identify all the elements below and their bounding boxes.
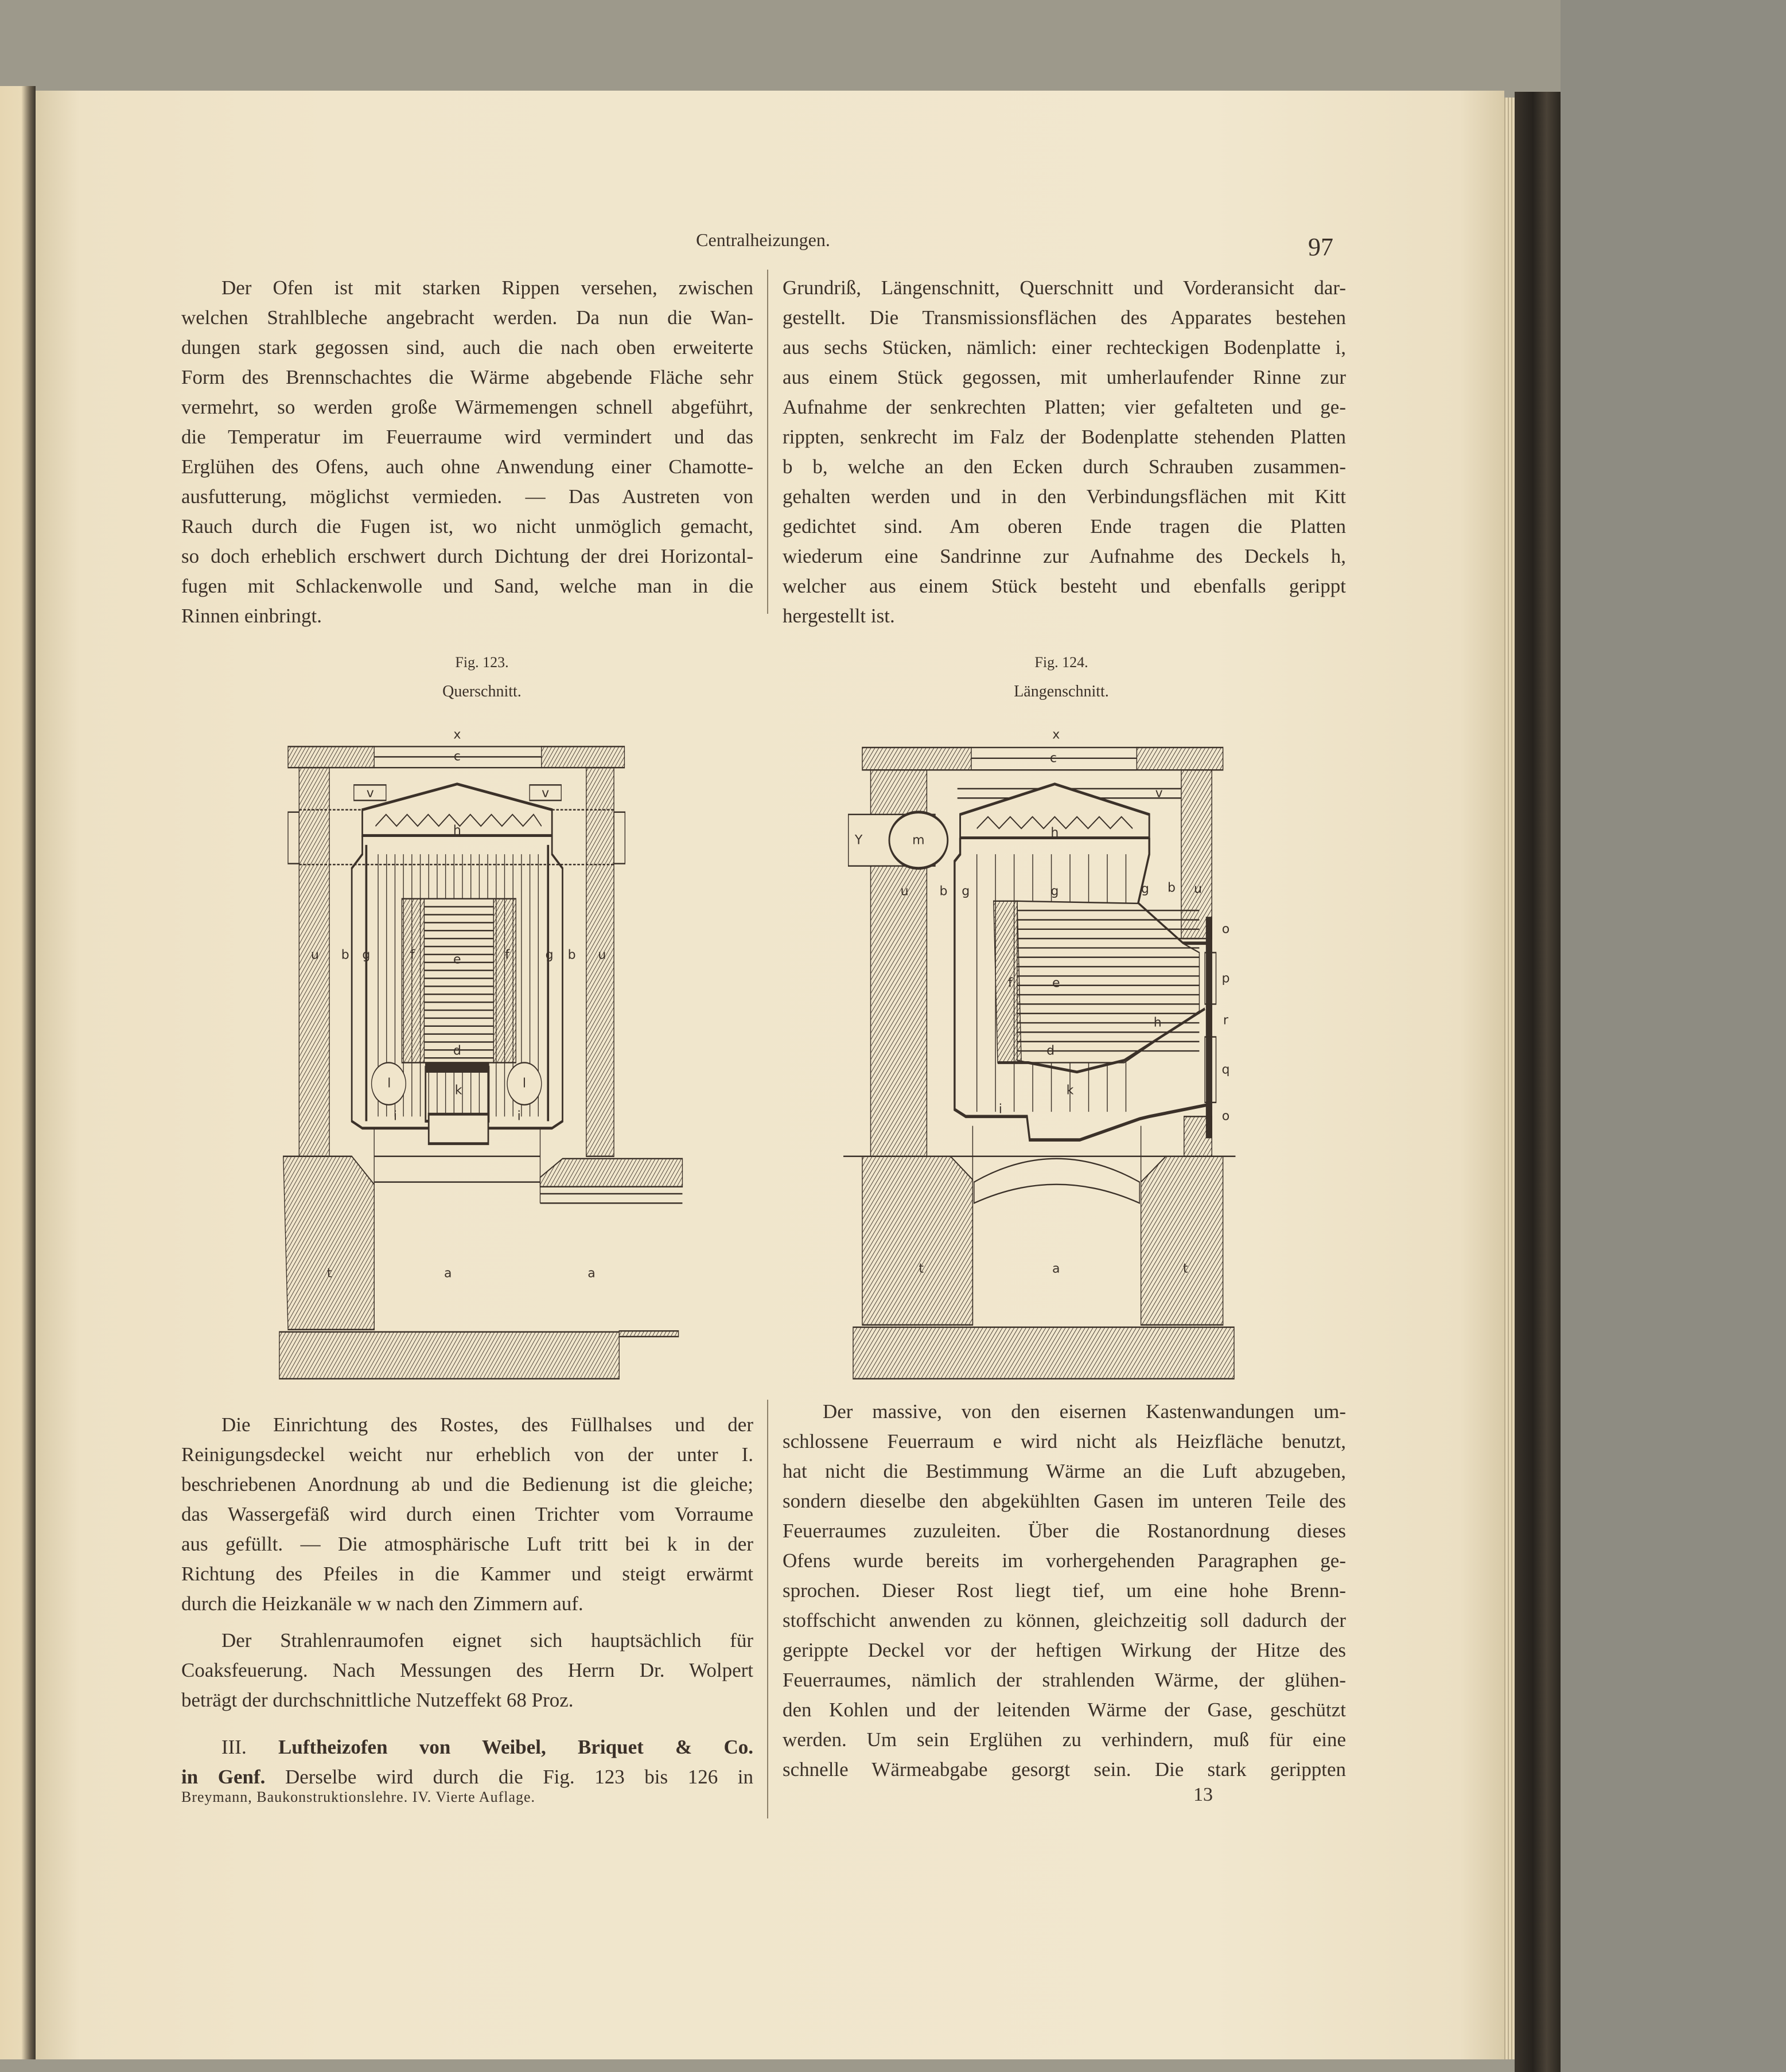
figure-label: v [1155, 786, 1163, 801]
figure-label: f [505, 948, 509, 963]
text-line: durch die Heizkanäle w w nach den Zimmern auf. [181, 1592, 583, 1615]
signature-mark: 13 [1193, 1784, 1213, 1805]
figure-label: i [517, 1109, 521, 1124]
figure-label: g [962, 884, 970, 899]
figure-title: Querschnitt. [442, 683, 522, 700]
figure-label: t [919, 1261, 924, 1276]
figure-label: h [453, 823, 461, 838]
figure-label: v [366, 786, 374, 801]
text-line: sondern dieselbe den abgekühlten Gasen im unteren Teile des [783, 1490, 1346, 1512]
text-line: so doch erheblich erschwert durch Dichtung der drei Horizontal- [181, 545, 753, 567]
section-text: Derselbe wird durch die Fig. 123 bis 126 in [285, 1766, 753, 1788]
text-line: Feuerraumes, nämlich der strahlenden Wärme, der glühen- [783, 1669, 1346, 1691]
figure-label: d [1046, 1043, 1055, 1058]
figure-label: t [326, 1266, 332, 1281]
figure-label: k [1066, 1083, 1074, 1098]
text-column-bottom-right [783, 1397, 1346, 1785]
column-divider-top [767, 270, 768, 614]
text-line: stoffschicht anwenden zu können, gleichzeitig soll dadurch der [783, 1609, 1346, 1631]
figure-label: e [1052, 976, 1060, 991]
text-column-top-right [783, 273, 1346, 631]
figure-label: f [410, 948, 415, 963]
text-line: Grundriß, Längenschnitt, Querschnitt und Vorderansicht dar- [783, 276, 1346, 299]
running-head: Centralheizungen. [696, 229, 830, 250]
text-line: das Wassergefäß wird durch einen Trichter vom Vorraume [181, 1503, 753, 1525]
text-line: Aufnahme der senkrechten Platten; vier gefalteten und ge- [783, 396, 1346, 418]
text-line: Coaksfeuerung. Nach Messungen des Herrn Dr. Wolpert [181, 1659, 753, 1681]
text-line: hat nicht die Bestimmung Wärme an die Luft abzugeben, [783, 1460, 1346, 1482]
furnace-cross-section-drawing [275, 648, 688, 1382]
figure-label: x [1052, 727, 1060, 742]
figure-label: h [1050, 825, 1059, 840]
figure-label: d [453, 1043, 461, 1058]
text-line: ausfutterung, möglichst vermieden. — Das Austreten von [181, 485, 753, 508]
text-line: fugen mit Schlackenwolle und Sand, welche man in die [181, 575, 753, 597]
figure-label: p [1221, 971, 1230, 986]
figure-label: b [341, 948, 349, 963]
figure-label: o [1221, 922, 1230, 937]
text-line: die Temperatur im Feuerraume wird vermindert und das [181, 426, 753, 448]
section-title-place: in Genf. [181, 1766, 266, 1788]
text-line: dungen stark gegossen sind, auch die nach oben erweiterte [181, 336, 753, 359]
text-line: werden. Um sein Erglühen zu verhindern, muß für eine [783, 1728, 1346, 1751]
figure-number: Fig. 124. [1034, 654, 1088, 671]
figure-label: l [522, 1076, 526, 1091]
figure-label: a [1052, 1261, 1060, 1276]
figure-label: b [939, 884, 948, 899]
text-line: hergestellt ist. [783, 605, 895, 627]
paragraph-strahlenraumofen [181, 1626, 753, 1715]
figure-label: o [1221, 1109, 1230, 1124]
figure-label: u [900, 884, 909, 899]
figure-label: a [444, 1266, 452, 1281]
figure-123-querschnitt [275, 648, 688, 1382]
text-line: welcher aus einem Stück besteht und ebenfalls gerippt [783, 575, 1346, 597]
text-line: welchen Strahlbleche angebracht werden. Da nun die Wan- [181, 306, 753, 329]
previous-page-edge [0, 86, 36, 2059]
text-line: beträgt der durchschnittliche Nutzeffekt 68 Proz. [181, 1689, 574, 1711]
figure-label: h [1153, 1015, 1162, 1030]
text-line: b b, welche an den Ecken durch Schrauben zusammen- [783, 455, 1346, 478]
figure-124-laengenschnitt [843, 648, 1279, 1382]
figure-label: u [310, 948, 319, 963]
text-line: rippten, senkrecht im Falz der Bodenplatte stehenden Platten [783, 426, 1346, 448]
text-line: den Kohlen und der leitenden Wärme der Gase, geschützt [783, 1699, 1346, 1721]
figure-label: i [393, 1109, 397, 1124]
figure-label: r [1223, 1013, 1228, 1028]
figure-label: g [1050, 884, 1059, 899]
text-line: Reinigungsdeckel weicht nur erheblich von der unter I. [181, 1443, 753, 1466]
text-line: Der Ofen ist mit starken Rippen versehen, zwischen [221, 276, 753, 299]
text-line: vermehrt, so werden große Wärmemengen schnell abgeführt, [181, 396, 753, 418]
text-line: Rauch durch die Fugen ist, wo nicht unmöglich gemacht, [181, 515, 753, 538]
text-line: schnelle Wärmeabgabe gesorgt sein. Die stark gerippten [783, 1758, 1346, 1781]
figure-label: i [998, 1102, 1002, 1117]
figure-label: g [545, 948, 554, 963]
figure-label: g [1141, 882, 1149, 897]
figure-number: Fig. 123. [455, 654, 509, 671]
text-column-top-left [181, 273, 753, 631]
text-line: gedichtet sind. Am oberen Ende tragen die Platten [783, 515, 1346, 538]
figure-label: e [453, 952, 461, 967]
figure-label: c [1049, 751, 1057, 766]
section-heading-iii [181, 1732, 753, 1792]
text-line: aus gefüllt. — Die atmosphärische Luft tritt bei k in der [181, 1533, 753, 1555]
figure-label: u [1194, 882, 1202, 897]
figure-label: m [912, 833, 925, 848]
section-title: Luftheizofen von Weibel, Briquet & Co. [278, 1736, 754, 1758]
text-line: schlossene Feuerraum e wird nicht als Heizfläche benutzt, [783, 1430, 1346, 1452]
background-right [1561, 0, 1786, 2072]
paragraph-einrichtung [181, 1410, 753, 1619]
figure-label: g [362, 948, 371, 963]
figure-label: k [454, 1083, 462, 1098]
text-line: gestellt. Die Transmissionsflächen des Apparates bestehen [783, 306, 1346, 329]
text-line: Die Einrichtung des Rostes, des Füllhalses und der [221, 1413, 753, 1436]
figure-label: q [1221, 1062, 1230, 1077]
text-line: Richtung des Pfeiles in die Kammer und steigt erwärmt [181, 1563, 753, 1585]
figure-label: u [598, 948, 606, 963]
text-line: aus einem Stück gegossen, mit umherlaufender Rinne zur [783, 366, 1346, 388]
furnace-longitudinal-section-drawing [843, 648, 1279, 1382]
section-numeral: III. [221, 1736, 247, 1758]
text-line: Der Strahlenraumofen eignet sich hauptsächlich für [221, 1629, 753, 1652]
text-line: Form des Brennschachtes die Wärme abgebende Fläche sehr [181, 366, 753, 388]
text-line: wiederum eine Sandrinne zur Aufnahme des Deckels h, [783, 545, 1346, 567]
text-line: aus sechs Stücken, nämlich: einer rechteckigen Bodenplatte i, [783, 336, 1346, 359]
figure-label: t [1182, 1261, 1188, 1276]
text-line: gehalten werden und in den Verbindungsflächen mit Kitt [783, 485, 1346, 508]
figure-label: Y [854, 833, 863, 848]
figure-label: c [453, 749, 461, 764]
page-number: 97 [1308, 233, 1333, 261]
section-line-2 [181, 1762, 753, 1792]
footer-imprint: Breymann, Baukonstruktionslehre. IV. Vierte Auflage. [181, 1789, 536, 1805]
figure-title: Längenschnitt. [1014, 683, 1109, 700]
text-line: sprochen. Dieser Rost liegt tief, um eine hohe Brenn- [783, 1579, 1346, 1602]
text-line: Der massive, von den eisernen Kastenwandungen um- [823, 1400, 1346, 1423]
text-line: beschriebenen Anordnung ab und die Bedienung ist die gleiche; [181, 1473, 753, 1495]
text-line: Feuerraumes zuzuleiten. Über die Rostanordnung dieses [783, 1520, 1346, 1542]
figure-label: l [387, 1076, 391, 1091]
text-line: Ofens wurde bereits im vorhergehenden Paragraphen ge- [783, 1549, 1346, 1572]
figure-label: b [567, 948, 576, 963]
figure-label: b [1167, 881, 1176, 895]
text-line: Erglühen des Ofens, auch ohne Anwendung einer Chamotte- [181, 455, 753, 478]
book-cover [1515, 92, 1561, 2072]
figure-label: v [542, 786, 550, 801]
figure-label: f [1007, 976, 1013, 991]
section-line-1 [181, 1732, 753, 1762]
figure-label: x [453, 727, 461, 742]
text-line: Rinnen einbringt. [181, 605, 322, 627]
column-divider-bottom [767, 1400, 768, 1818]
figure-label: a [587, 1266, 596, 1281]
text-line: gerippte Deckel vor der heftigen Wirkung der Hitze des [783, 1639, 1346, 1661]
